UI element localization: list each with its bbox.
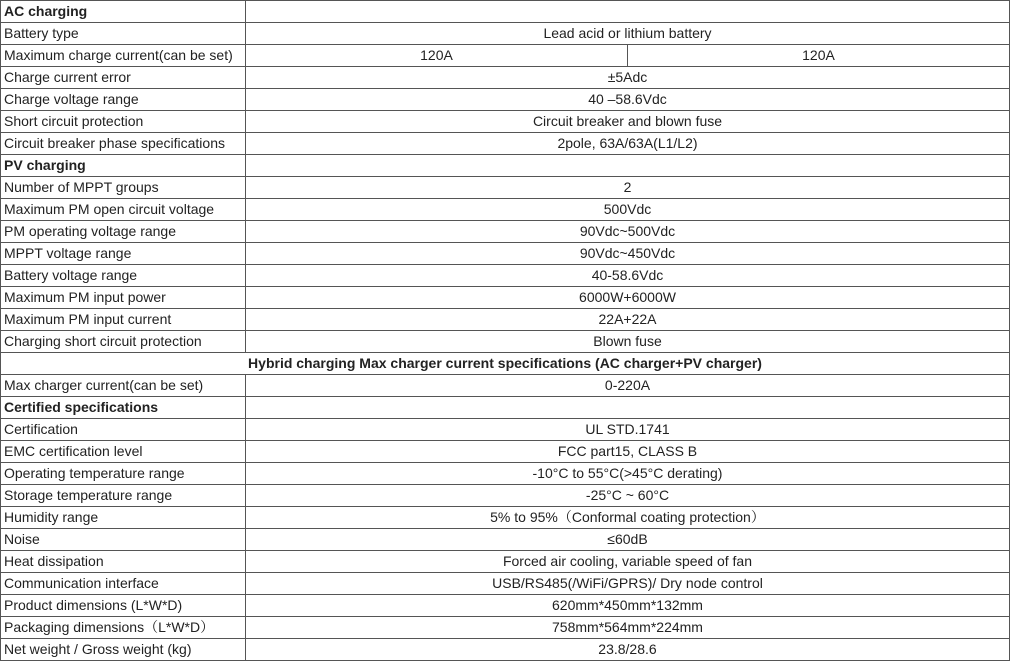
row-label: PM operating voltage range <box>1 221 246 243</box>
table-row <box>1 485 1010 507</box>
row-value: 120A <box>246 45 628 67</box>
row-label: Circuit breaker phase specifications <box>1 133 246 155</box>
section-heading-spacer <box>246 155 1010 177</box>
table-row <box>1 199 1010 221</box>
row-value: 40-58.6Vdc <box>246 265 1010 287</box>
section-heading-cert: Certified specifications <box>1 397 246 419</box>
row-label: Charge current error <box>1 67 246 89</box>
row-value: 22A+22A <box>246 309 1010 331</box>
table-row <box>1 67 1010 89</box>
table-row <box>1 133 1010 155</box>
row-label: Maximum charge current(can be set) <box>1 45 246 67</box>
table-row <box>1 595 1010 617</box>
table-row <box>1 441 1010 463</box>
table-row <box>1 309 1010 331</box>
row-label: Noise <box>1 529 246 551</box>
table-row <box>1 177 1010 199</box>
section-row-hybrid <box>1 353 1010 375</box>
row-value: -10°C to 55°C(>45°C derating) <box>246 463 1010 485</box>
row-value: 758mm*564mm*224mm <box>246 617 1010 639</box>
row-value: Forced air cooling, variable speed of fan <box>246 551 1010 573</box>
section-heading-spacer <box>246 1 1010 23</box>
row-value: 6000W+6000W <box>246 287 1010 309</box>
row-label: Net weight / Gross weight (kg) <box>1 639 246 661</box>
row-label: Packaging dimensions（L*W*D） <box>1 617 246 639</box>
row-value: 2 <box>246 177 1010 199</box>
section-row-pv <box>1 155 1010 177</box>
row-label: Max charger current(can be set) <box>1 375 246 397</box>
row-value: 0-220A <box>246 375 1010 397</box>
row-label: Operating temperature range <box>1 463 246 485</box>
section-heading-pv: PV charging <box>1 155 246 177</box>
row-value: 40 –58.6Vdc <box>246 89 1010 111</box>
row-label: Communication interface <box>1 573 246 595</box>
row-label: EMC certification level <box>1 441 246 463</box>
row-value: UL STD.1741 <box>246 419 1010 441</box>
row-value: FCC part15, CLASS B <box>246 441 1010 463</box>
row-value: Circuit breaker and blown fuse <box>246 111 1010 133</box>
row-value: USB/RS485(/WiFi/GPRS)/ Dry node control <box>246 573 1010 595</box>
table-row <box>1 573 1010 595</box>
table-row <box>1 23 1010 45</box>
section-row-ac <box>1 1 1010 23</box>
row-value: Lead acid or lithium battery <box>246 23 1010 45</box>
table-row <box>1 287 1010 309</box>
row-label: Certification <box>1 419 246 441</box>
row-label: Battery type <box>1 23 246 45</box>
row-value: 500Vdc <box>246 199 1010 221</box>
row-value: 620mm*450mm*132mm <box>246 595 1010 617</box>
table-row <box>1 507 1010 529</box>
row-value: Blown fuse <box>246 331 1010 353</box>
row-value: -25°C ~ 60°C <box>246 485 1010 507</box>
table-row <box>1 89 1010 111</box>
row-label: MPPT voltage range <box>1 243 246 265</box>
row-label: Storage temperature range <box>1 485 246 507</box>
table-row <box>1 111 1010 133</box>
row-value: 120A <box>628 45 1010 67</box>
row-value: 5% to 95%（Conformal coating protection） <box>246 507 1010 529</box>
row-value: 23.8/28.6 <box>246 639 1010 661</box>
table-row <box>1 221 1010 243</box>
row-label: Charging short circuit protection <box>1 331 246 353</box>
row-label: Humidity range <box>1 507 246 529</box>
table-row <box>1 551 1010 573</box>
row-value: ±5Adc <box>246 67 1010 89</box>
row-label: Heat dissipation <box>1 551 246 573</box>
row-value: 90Vdc~500Vdc <box>246 221 1010 243</box>
table-row <box>1 45 1010 67</box>
table-row <box>1 419 1010 441</box>
row-label: Short circuit protection <box>1 111 246 133</box>
row-label: Maximum PM open circuit voltage <box>1 199 246 221</box>
row-value: ≤60dB <box>246 529 1010 551</box>
row-value: 2pole, 63A/63A(L1/L2) <box>246 133 1010 155</box>
table-row <box>1 243 1010 265</box>
row-value: 90Vdc~450Vdc <box>246 243 1010 265</box>
row-label: Product dimensions (L*W*D) <box>1 595 246 617</box>
row-label: Maximum PM input power <box>1 287 246 309</box>
table-row <box>1 617 1010 639</box>
table-row <box>1 331 1010 353</box>
section-heading-ac: AC charging <box>1 1 246 23</box>
row-label: Battery voltage range <box>1 265 246 287</box>
section-heading-spacer <box>246 397 1010 419</box>
row-label: Maximum PM input current <box>1 309 246 331</box>
row-label: Charge voltage range <box>1 89 246 111</box>
table-row <box>1 639 1010 661</box>
table-row <box>1 375 1010 397</box>
table-row <box>1 463 1010 485</box>
section-row-cert <box>1 397 1010 419</box>
table-row <box>1 265 1010 287</box>
section-heading-hybrid: Hybrid charging Max charger current specifications (AC charger+PV charger) <box>1 353 1010 375</box>
row-label: Number of MPPT groups <box>1 177 246 199</box>
table-row <box>1 529 1010 551</box>
